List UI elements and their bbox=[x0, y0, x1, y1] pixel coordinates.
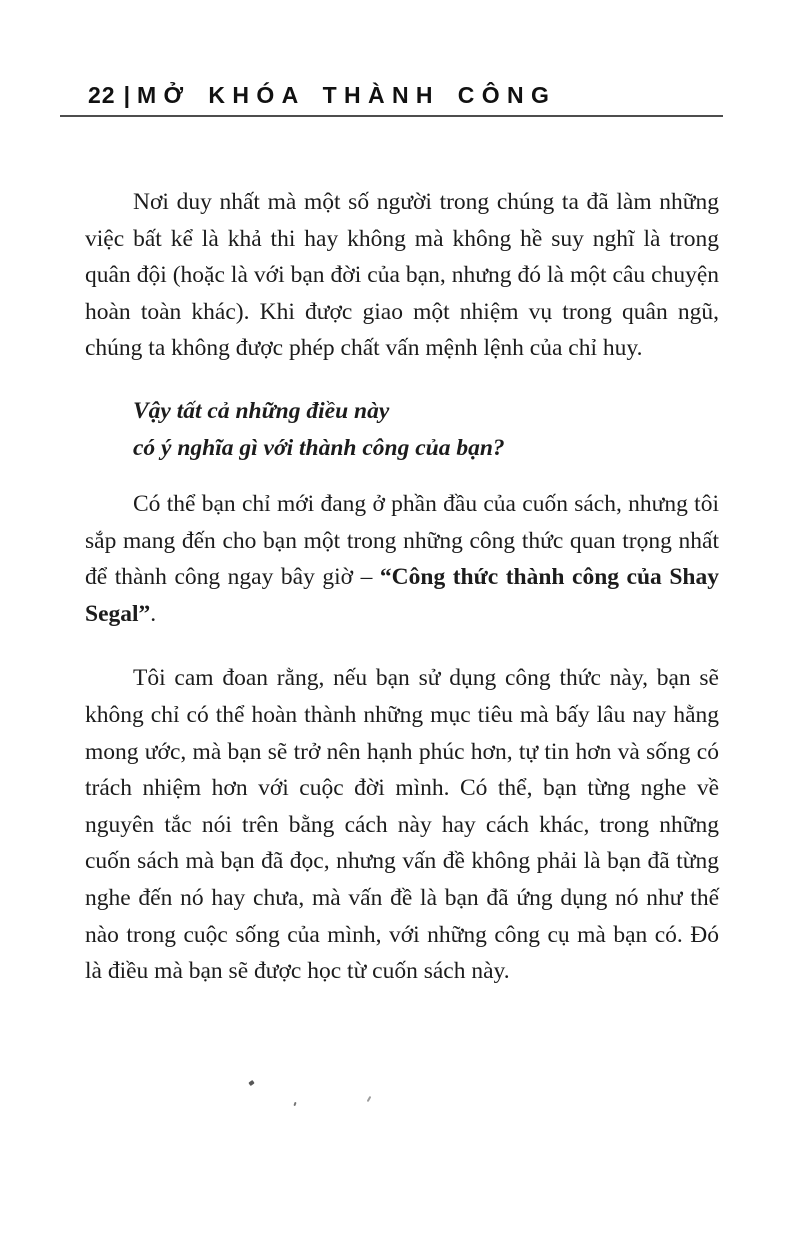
scan-speckle bbox=[248, 1080, 254, 1086]
scan-speckle bbox=[293, 1102, 296, 1106]
paragraph-formula-intro bbox=[85, 486, 719, 632]
chapter-title: MỞ KHÓA THÀNH CÔNG bbox=[137, 82, 557, 108]
header-rule bbox=[60, 115, 723, 117]
page-number: 22 bbox=[88, 82, 116, 108]
formula-name-bold: “Công thức thành công của Shay Segal” bbox=[85, 564, 719, 627]
paragraph-promise: Tôi cam đoan rằng, nếu bạn sử dụng công thức này, bạn sẽ không chỉ có thể hoàn thành những mục tiêu mà bấy lâu nay hằng mong ước, mà bạn sẽ trở nên hạnh phúc hơn, tự tin hơn và sống có trách nhiệm hơn với cuộc đời mình. Có thể, bạn từng nghe về nguyên tắc nói trên bằng cách này hay cách khác, trong những cuốn sách mà bạn đã đọc, nhưng vấn đề không phải là bạn đã từng nghe đến nó hay chưa, mà vấn đề là bạn đã ứng dụng nó như thế nào trong cuộc sống của mình, với những công cụ mà bạn có. Đó là điều mà bạn sẽ được học từ cuốn sách này. bbox=[85, 665, 719, 985]
page-header bbox=[88, 82, 723, 109]
question-line-1: Vậy tất cả những điều này bbox=[133, 397, 390, 424]
paragraph-formula-intro-period: . bbox=[150, 600, 157, 627]
header-separator: | bbox=[123, 82, 131, 108]
paragraph-army: Nơi duy nhất mà một số người trong chúng ta đã làm những việc bất kể là khả thi hay không mà không hề suy nghĩ là trong quân đội (hoặc là với bạn đời của bạn, nhưng đó là một câu chuyện hoàn toàn khác). Khi được giao một nhiệm vụ trong quân ngũ, chúng ta không được phép chất vấn mệnh lệnh của chỉ huy. bbox=[85, 189, 719, 362]
page-body bbox=[85, 184, 719, 990]
question-heading bbox=[133, 393, 719, 467]
paragraph-formula-intro-text: Có thể bạn chỉ mới đang ở phần đầu của cuốn sách, nhưng tôi sắp mang đến cho bạn một trong những công thức quan trọng nhất để thành công ngay bây giờ – bbox=[85, 490, 719, 591]
scan-speckle bbox=[367, 1096, 372, 1102]
question-line-2: có ý nghĩa gì với thành công của bạn? bbox=[133, 434, 505, 461]
